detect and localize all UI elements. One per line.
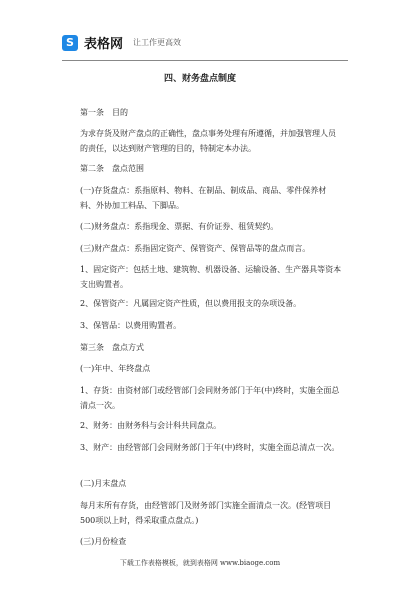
paragraph: 每月末所有存货，由经管部门及财务部门实施全面清点一次。(经管项目500项以上时，得采取重点盘点。)	[80, 501, 332, 525]
article-heading: 第一条 目的	[80, 108, 128, 117]
paragraph: 3、保管品：以费用购置者。	[80, 321, 182, 330]
paragraph: 1、存货：由资材部门或经管部门会同财务部门于年(中)终时，实施全面总清点一次。	[80, 386, 340, 410]
paragraph: 3、财产：由经管部门会同财务部门于年(中)终时，实施全面总清点一次。	[80, 443, 340, 452]
brand-tagline: 让工作更高效	[133, 38, 182, 47]
article-heading: 第二条 盘点范围	[80, 164, 144, 173]
paragraph: (一)存货盘点：系指原料、物料、在制品、制成品、商品、零件保养材料、外协加工料品、下脚品。	[80, 186, 327, 210]
paragraph: 1、固定资产：包括土地、建筑物、机器设备、运输设备、生产器具等资本支出购置者。	[80, 265, 342, 289]
paragraph: 2、财务：由财务科与会计科共同盘点。	[80, 421, 222, 430]
article-heading: 第三条 盘点方式	[80, 343, 144, 352]
paragraph: 为求存货及财产盘点的正确性，盘点事务处理有所遵循，并加强管理人员的责任，以达到财产管理的目的，特制定本办法。	[80, 129, 336, 153]
paragraph: (一)年中、年终盘点	[80, 364, 151, 373]
paragraph: (二)财务盘点：系指现金、票据、有价证券、租赁契约。	[80, 222, 279, 231]
paragraph: 2、保管资产：凡属固定资产性质，但以费用报支的杂项设备。	[80, 299, 302, 308]
paragraph: (三)月份检查	[80, 537, 127, 546]
header-divider	[62, 60, 348, 61]
site-header	[62, 33, 181, 52]
paragraph: (二)月末盘点	[80, 479, 127, 488]
brand-name: 表格网	[84, 37, 124, 52]
logo-icon: S	[62, 35, 78, 51]
document-title: 四、财务盘点制度	[163, 74, 236, 84]
paragraph: (三)财产盘点：系指固定资产、保管资产、保管品等的盘点而言。	[80, 244, 311, 253]
page-footer: 下载工作表格模板，就到表格网 www.biaoge.com	[119, 559, 281, 567]
